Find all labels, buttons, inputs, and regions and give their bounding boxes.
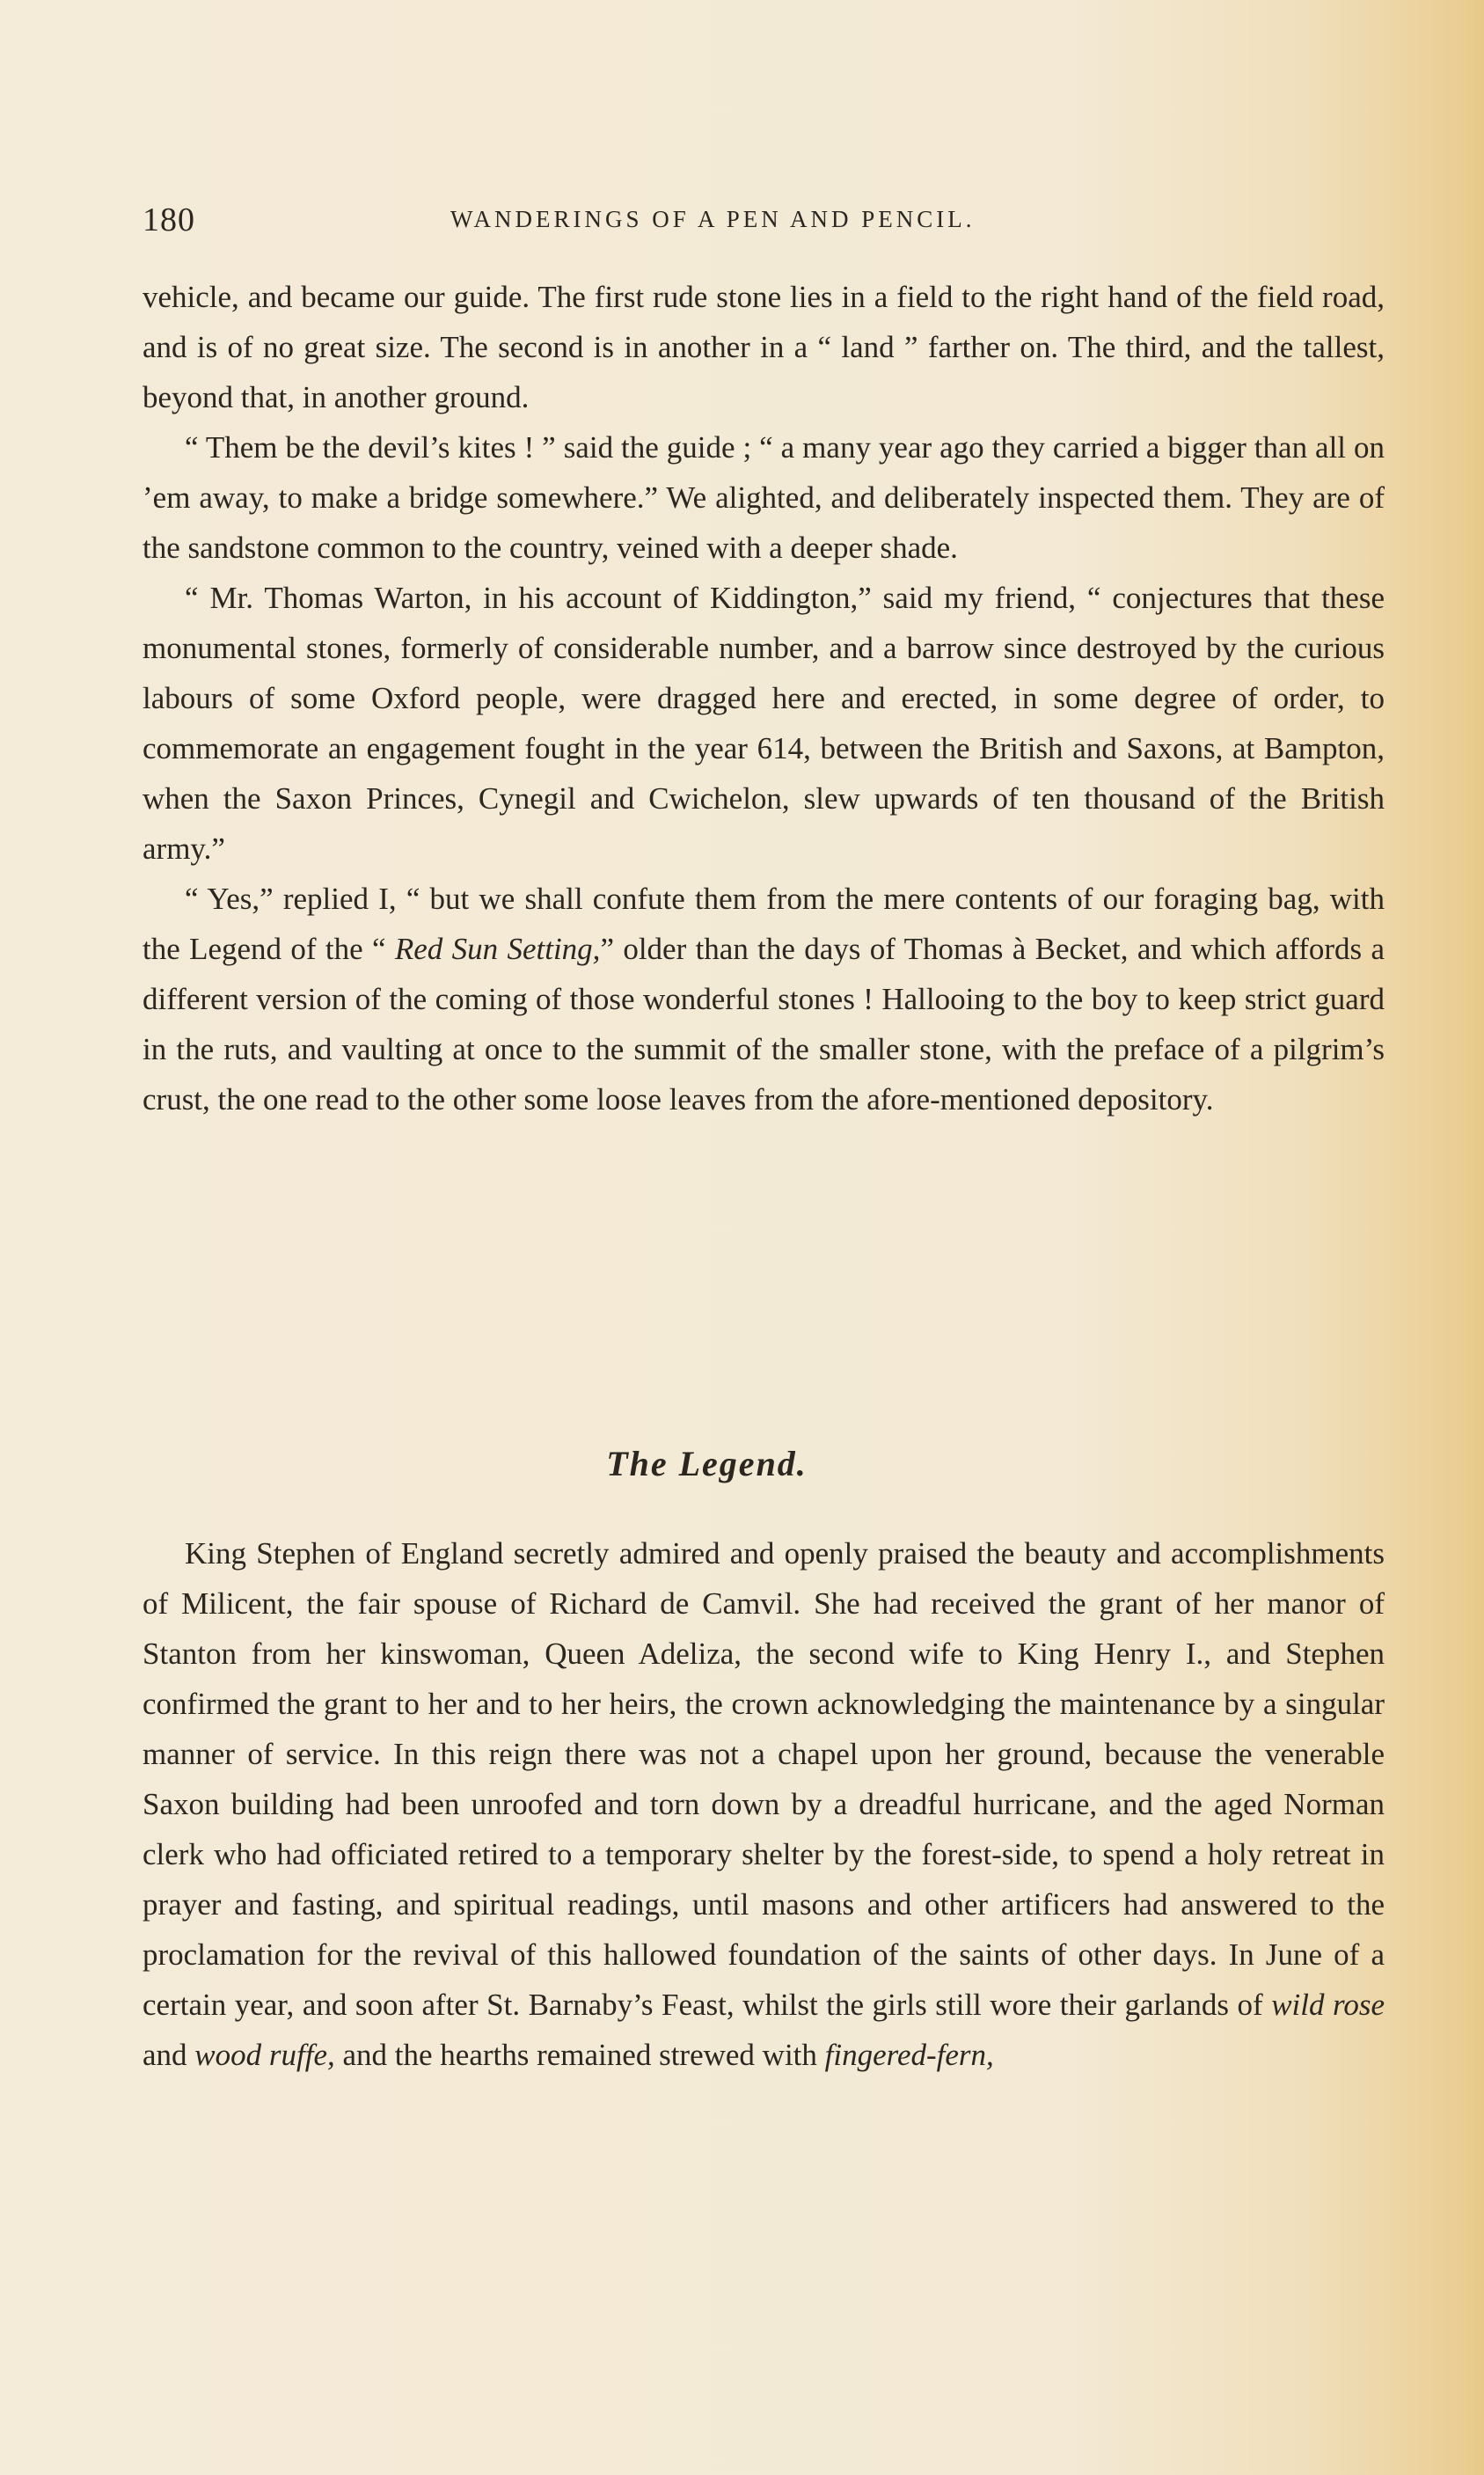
legend-italic-fingered-fern: fingered-fern, (824, 2038, 994, 2072)
paragraph-4-italic-title: Red Sun Setting, (394, 932, 601, 966)
legend-italic-wood-ruffe: wood ruffe, (194, 2038, 335, 2072)
legend-text-b: and (143, 2038, 195, 2072)
legend-heading (0, 1443, 1484, 1484)
legend-text-c: and the hearths remained strewed with (334, 2038, 825, 2072)
legend-text-a: King Stephen of England secretly admired and openly praised the beauty and accomplishments of Milicent, the fair spouse of Richard de Camvil. She had received the grant of her manor of Stanton from her kinswoman, Queen Adeliza, the second wife to King Henry I., and Stephen confirmed the grant to her and to her heirs, the crown acknowledging the maintenance by a singular manner of service. In this reign there was not a chapel upon her ground, because the venerable Saxon building had been unroofed and torn down by a dreadful hurricane, and the aged Norman clerk who had officiated retired to a temporary shelter by the forest-side, to spend a holy retreat in prayer and fasting, and spiritual readings, until masons and other artificers had answered to the proclamation for the revival of this hallowed foundation of the saints of other days. In June of a certain year, and soon after St. Barnaby’s Feast, whilst the girls still wore their garlands of (143, 1536, 1385, 2022)
running-title: WANDERINGS OF A PEN AND PENCIL. (450, 206, 976, 232)
paragraph-3: “ Mr. Thomas Warton, in his account of Kiddington,” said my friend, “ conjectures that these monumental stones, formerly of considerable number, and a barrow since destroyed by the curious labours of some Oxford people, were dragged here and erected, in some degree of order, to commemorate an engagement fought in the year 614, between the British and Saxons, at Bampton, when the Saxon Princes, Cynegil and Cwichelon, slew upwards of ten thousand of the British army.” (143, 581, 1385, 866)
page-number: 180 (143, 201, 195, 238)
legend-italic-wild-rose: wild rose (1271, 1988, 1385, 2022)
paragraph-4-text-b: ” older than the days of Thomas à Becket, and which affords a different version of the coming of those wonderful stones ! Hallooing to the boy to keep strict guard in the ruts, and vaulting at once to the summit of the smaller stone, with the preface of a pilgrim’s crust, the one read to the other some loose leaves from the afore-mentioned depository. (143, 932, 1385, 1117)
paragraph-1: vehicle, and became our guide. The first rude stone lies in a field to the right hand of the field road, and is of no great size. The second is in another in a “ land ” farther on. The third, and the tallest, beyond that, in another ground. (143, 280, 1385, 414)
paragraph-4-text-a: “ Yes,” replied I, “ but we shall confute them from the mere contents of our foraging bag, with the Legend of the “ (143, 882, 1385, 966)
page-header (143, 201, 1392, 245)
legend-paragraph (143, 1528, 1385, 2080)
legend-text (143, 1528, 1385, 2080)
paragraph-4 (143, 874, 1385, 1124)
legend-heading-text: The Legend. (606, 1444, 808, 1483)
paragraph-2: “ Them be the devil’s kites ! ” said the guide ; “ a many year ago they carried a bigger than all on ’em away, to make a bridge somewhere.” We alighted, and deliberately inspected them. They are of the sandstone common to the country, veined with a deeper shade. (143, 430, 1385, 565)
narrative-text (143, 272, 1385, 1124)
